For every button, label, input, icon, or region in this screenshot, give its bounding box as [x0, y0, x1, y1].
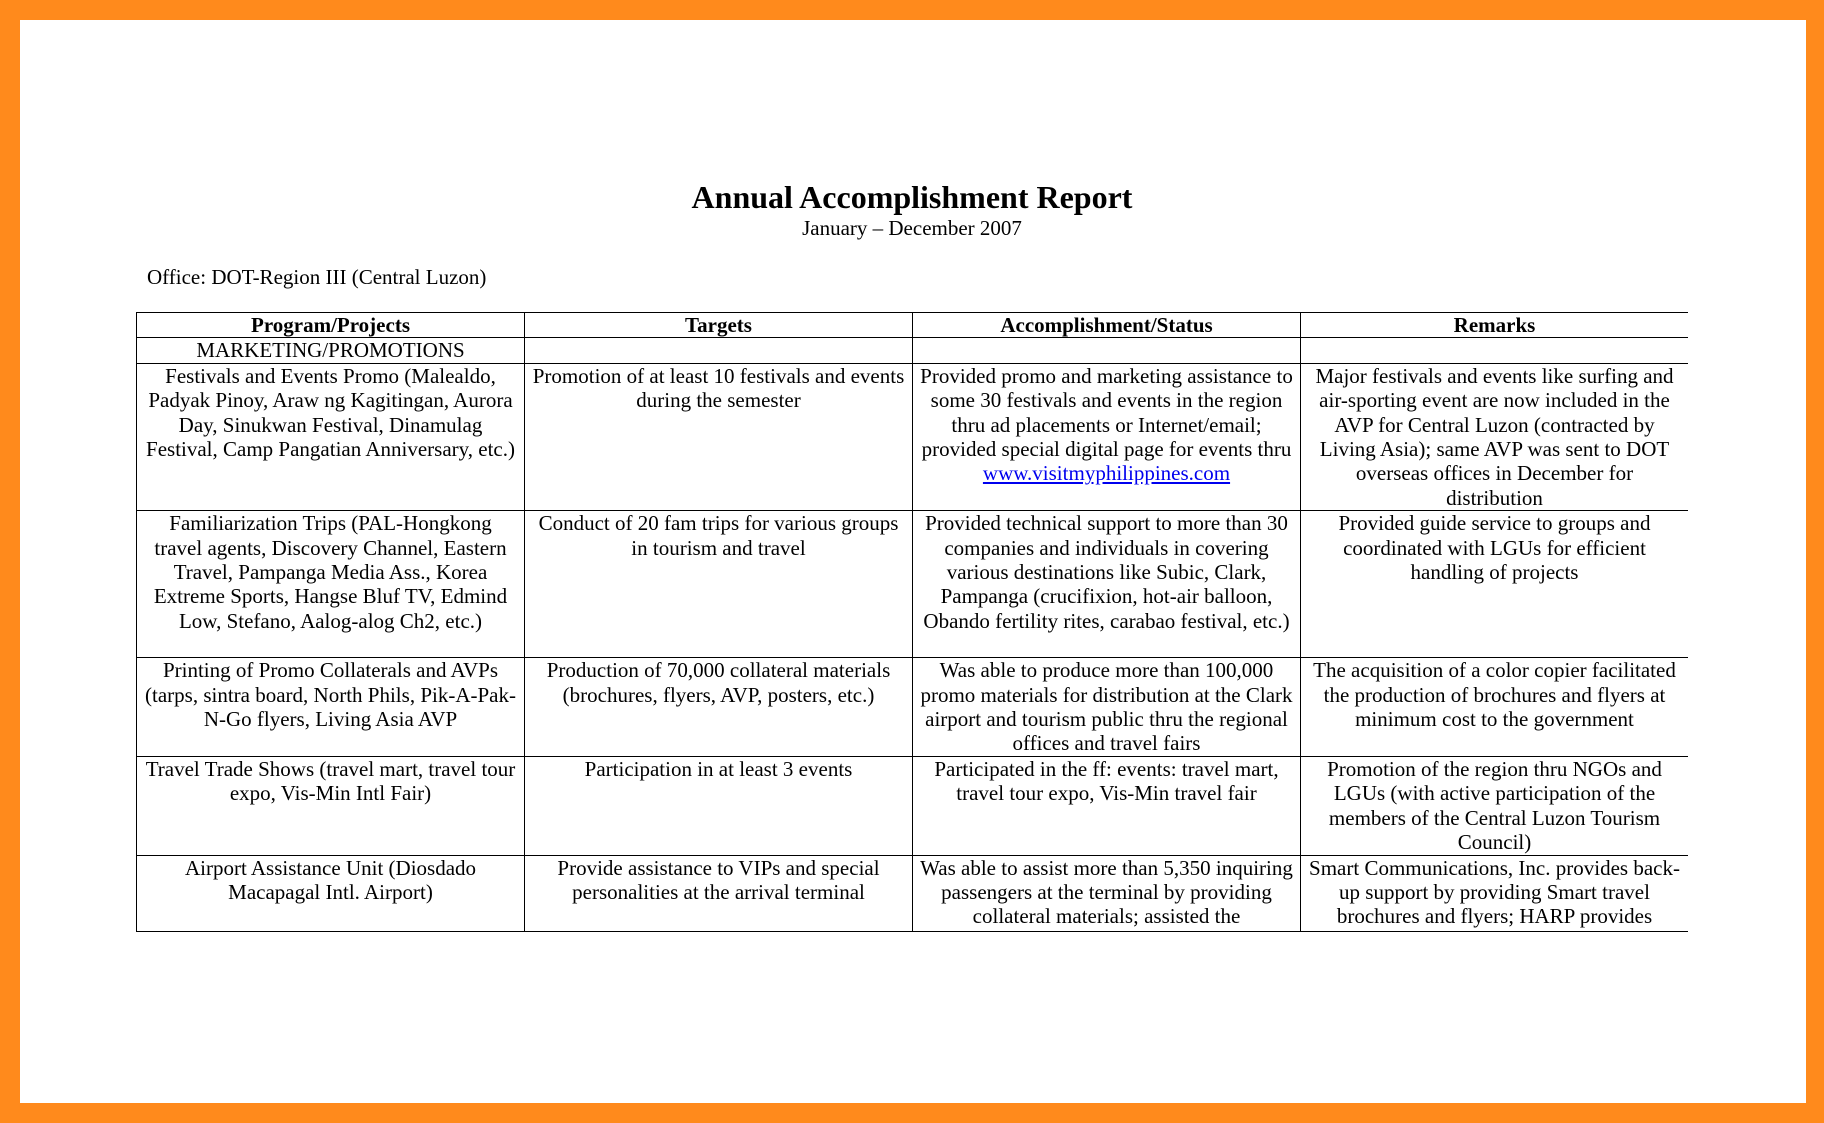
section-label: MARKETING/PROMOTIONS	[137, 338, 525, 363]
header-remarks: Remarks	[1301, 313, 1689, 338]
table-cell	[1301, 338, 1689, 363]
table-cell	[913, 338, 1301, 363]
header-status: Accomplishment/Status	[913, 313, 1301, 338]
report-period: January – December 2007	[802, 216, 1022, 240]
status-cell: Was able to assist more than 5,350 inquiring passengers at the terminal by providing collateral materials; assisted the	[913, 855, 1301, 932]
target-cell: Participation in at least 3 events	[525, 756, 913, 855]
office-label: Office: DOT-Region III (Central Luzon)	[147, 265, 487, 289]
remarks-cell: Promotion of the region thru NGOs and LGUs (with active participation of the members of the Central Luzon Tourism Council)	[1301, 756, 1689, 855]
table-row	[137, 756, 1689, 855]
status-cell	[913, 363, 1301, 510]
program-cell: Travel Trade Shows (travel mart, travel tour expo, Vis-Min Intl Fair)	[137, 756, 525, 855]
header-targets: Targets	[525, 313, 913, 338]
report-table-container	[136, 312, 1688, 932]
status-cell: Was able to produce more than 100,000 promo materials for distribution at the Clark airport and tourism public thru the regional offices and travel fairs	[913, 658, 1301, 757]
website-link[interactable]: www.visitmyphilippines.com	[982, 461, 1231, 486]
table-row	[137, 363, 1689, 510]
header-program: Program/Projects	[137, 313, 525, 338]
report-title: Annual Accomplishment Report	[691, 179, 1133, 215]
status-cell: Participated in the ff: events: travel mart, travel tour expo, Vis-Min travel fair	[913, 756, 1301, 855]
program-cell: Familiarization Trips (PAL-Hongkong travel agents, Discovery Channel, Eastern Travel, Pampanga Media Ass., Korea Extreme Sports, Hangse Bluf TV, Edmind Low, Stefano, Aalog-alog Ch2, etc.)	[137, 511, 525, 658]
program-cell: Airport Assistance Unit (Diosdado Macapagal Intl. Airport)	[137, 855, 525, 932]
table-row	[137, 658, 1689, 757]
remarks-cell: The acquisition of a color copier facilitated the production of brochures and flyers at minimum cost to the government	[1301, 658, 1689, 757]
program-cell: Festivals and Events Promo (Malealdo, Padyak Pinoy, Araw ng Kagitingan, Aurora Day, Sinukwan Festival, Dinamulag Festival, Camp Pangatian Anniversary, etc.)	[137, 363, 525, 510]
table-row	[137, 855, 1689, 932]
program-cell: Printing of Promo Collaterals and AVPs (tarps, sintra board, North Phils, Pik-A-Pak-N-Go flyers, Living Asia AVP	[137, 658, 525, 757]
remarks-cell: Smart Communications, Inc. provides back-up support by providing Smart travel brochures and flyers; HARP provides	[1301, 855, 1689, 932]
target-cell: Production of 70,000 collateral materials (brochures, flyers, AVP, posters, etc.)	[525, 658, 913, 757]
target-cell: Promotion of at least 10 festivals and events during the semester	[525, 363, 913, 510]
report-table	[136, 312, 1688, 932]
remarks-cell: Provided guide service to groups and coordinated with LGUs for efficient handling of projects	[1301, 511, 1689, 658]
target-cell: Provide assistance to VIPs and special personalities at the arrival terminal	[525, 855, 913, 932]
target-cell: Conduct of 20 fam trips for various groups in tourism and travel	[525, 511, 913, 658]
status-cell: Provided technical support to more than 30 companies and individuals in covering various destinations like Subic, Clark, Pampanga (crucifixion, hot-air balloon, Obando fertility rites, carabao festival, etc.)	[913, 511, 1301, 658]
table-header-row	[137, 313, 1689, 338]
table-cell	[525, 338, 913, 363]
remarks-cell: Major festivals and events like surfing and air-sporting event are now included in the AVP for Central Luzon (contracted by Living Asia); same AVP was sent to DOT overseas offices in December for distribution	[1301, 363, 1689, 510]
section-row	[137, 338, 1689, 363]
status-text: Provided promo and marketing assistance to some 30 festivals and events in the region thru ad placements or Internet/email; provided special digital page for events thru	[920, 363, 1293, 462]
table-row	[137, 511, 1689, 658]
